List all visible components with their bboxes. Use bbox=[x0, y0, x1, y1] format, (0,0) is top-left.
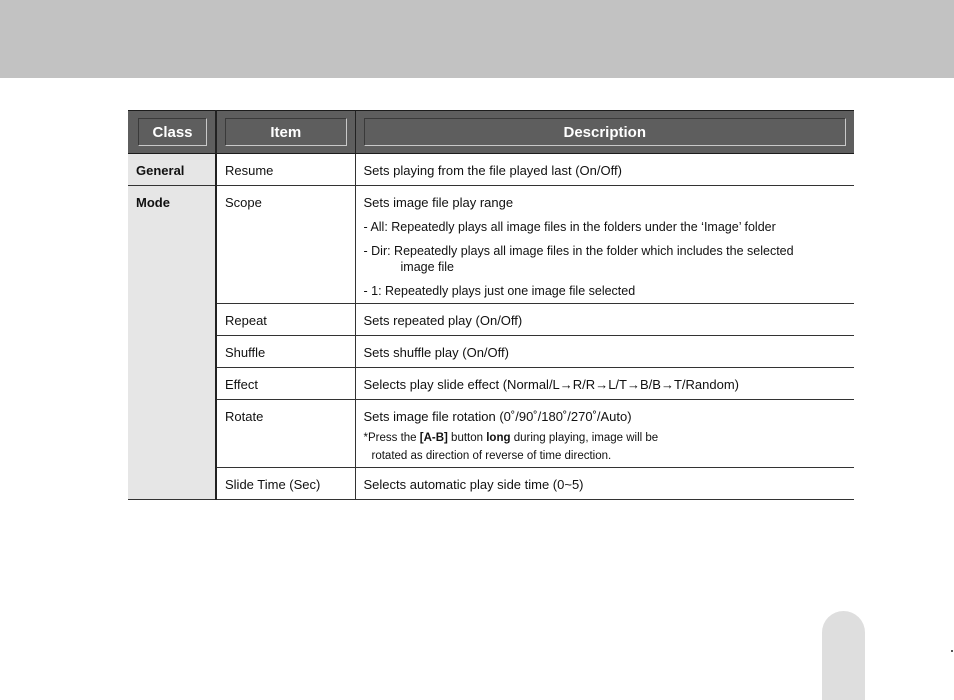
effect-text-2: R/R bbox=[572, 377, 596, 392]
item-effect: Effect bbox=[216, 368, 355, 400]
class-mode: Mode bbox=[128, 186, 216, 500]
top-banner bbox=[0, 0, 954, 78]
table-row bbox=[128, 154, 854, 186]
item-shuffle: Shuffle bbox=[216, 336, 355, 368]
effect-text-1: Selects play slide effect (Normal/L bbox=[363, 377, 560, 392]
desc-rotate bbox=[355, 400, 854, 468]
desc-slide-time: Selects automatic play side time (0~5) bbox=[355, 468, 854, 500]
right-arrow-icon: → bbox=[595, 377, 609, 392]
table-row bbox=[128, 304, 854, 336]
settings-table bbox=[128, 110, 854, 500]
item-rotate: Rotate bbox=[216, 400, 355, 468]
desc-scope bbox=[355, 186, 854, 304]
item-repeat: Repeat bbox=[216, 304, 355, 336]
header-description: Description bbox=[355, 111, 854, 154]
right-arrow-icon: → bbox=[660, 377, 674, 392]
rotate-note bbox=[364, 428, 847, 463]
desc-resume: Sets playing from the file played last (On/Off) bbox=[355, 154, 854, 186]
table-row bbox=[128, 186, 854, 304]
page-tab bbox=[822, 611, 865, 700]
right-arrow-icon: → bbox=[626, 377, 640, 392]
class-general: General bbox=[128, 154, 216, 186]
header-item: Item bbox=[216, 111, 355, 154]
right-arrow-icon: → bbox=[559, 377, 573, 392]
table-row bbox=[128, 468, 854, 500]
effect-text-3: L/T bbox=[608, 377, 627, 392]
item-resume: Resume bbox=[216, 154, 355, 186]
scope-bullet-all: - All: Repeatedly plays all image files in the folders under the ‘Image’ folder bbox=[363, 220, 776, 234]
rotate-desc: Sets image file rotation (0˚/90˚/180˚/270˚/Auto) bbox=[363, 409, 632, 424]
item-slide-time: Slide Time (Sec) bbox=[216, 468, 355, 500]
table-header-row bbox=[128, 111, 854, 154]
scope-desc: Sets image file play range bbox=[363, 195, 514, 210]
table-row bbox=[128, 400, 854, 468]
effect-text-4: B/B bbox=[639, 377, 661, 392]
table-row bbox=[128, 368, 854, 400]
scope-bullet-dir-line2: image file bbox=[400, 260, 454, 274]
rotate-note-text-2: button bbox=[447, 432, 487, 444]
header-class: Class bbox=[128, 111, 216, 154]
rotate-note-text-1: *Press the bbox=[363, 432, 420, 444]
effect-text-5: T/Random) bbox=[673, 377, 739, 392]
long-label: long bbox=[486, 432, 511, 444]
ab-button-label: [A-B] bbox=[419, 432, 448, 444]
rotate-note-text-3: during playing, image will be bbox=[510, 432, 659, 444]
item-scope: Scope bbox=[216, 186, 355, 304]
scope-bullet-dir-line1: - Dir: Repeatedly plays all image files in the folder which includes the selected bbox=[363, 244, 794, 258]
table-row bbox=[128, 336, 854, 368]
page-mark bbox=[951, 650, 953, 652]
rotate-note-line2: rotated as direction of reverse of time direction. bbox=[371, 450, 612, 462]
scope-bullet-dir bbox=[364, 243, 847, 275]
desc-effect bbox=[355, 368, 854, 400]
scope-bullet-one: - 1: Repeatedly plays just one image file selected bbox=[363, 284, 636, 298]
desc-repeat: Sets repeated play (On/Off) bbox=[355, 304, 854, 336]
desc-shuffle: Sets shuffle play (On/Off) bbox=[355, 336, 854, 368]
